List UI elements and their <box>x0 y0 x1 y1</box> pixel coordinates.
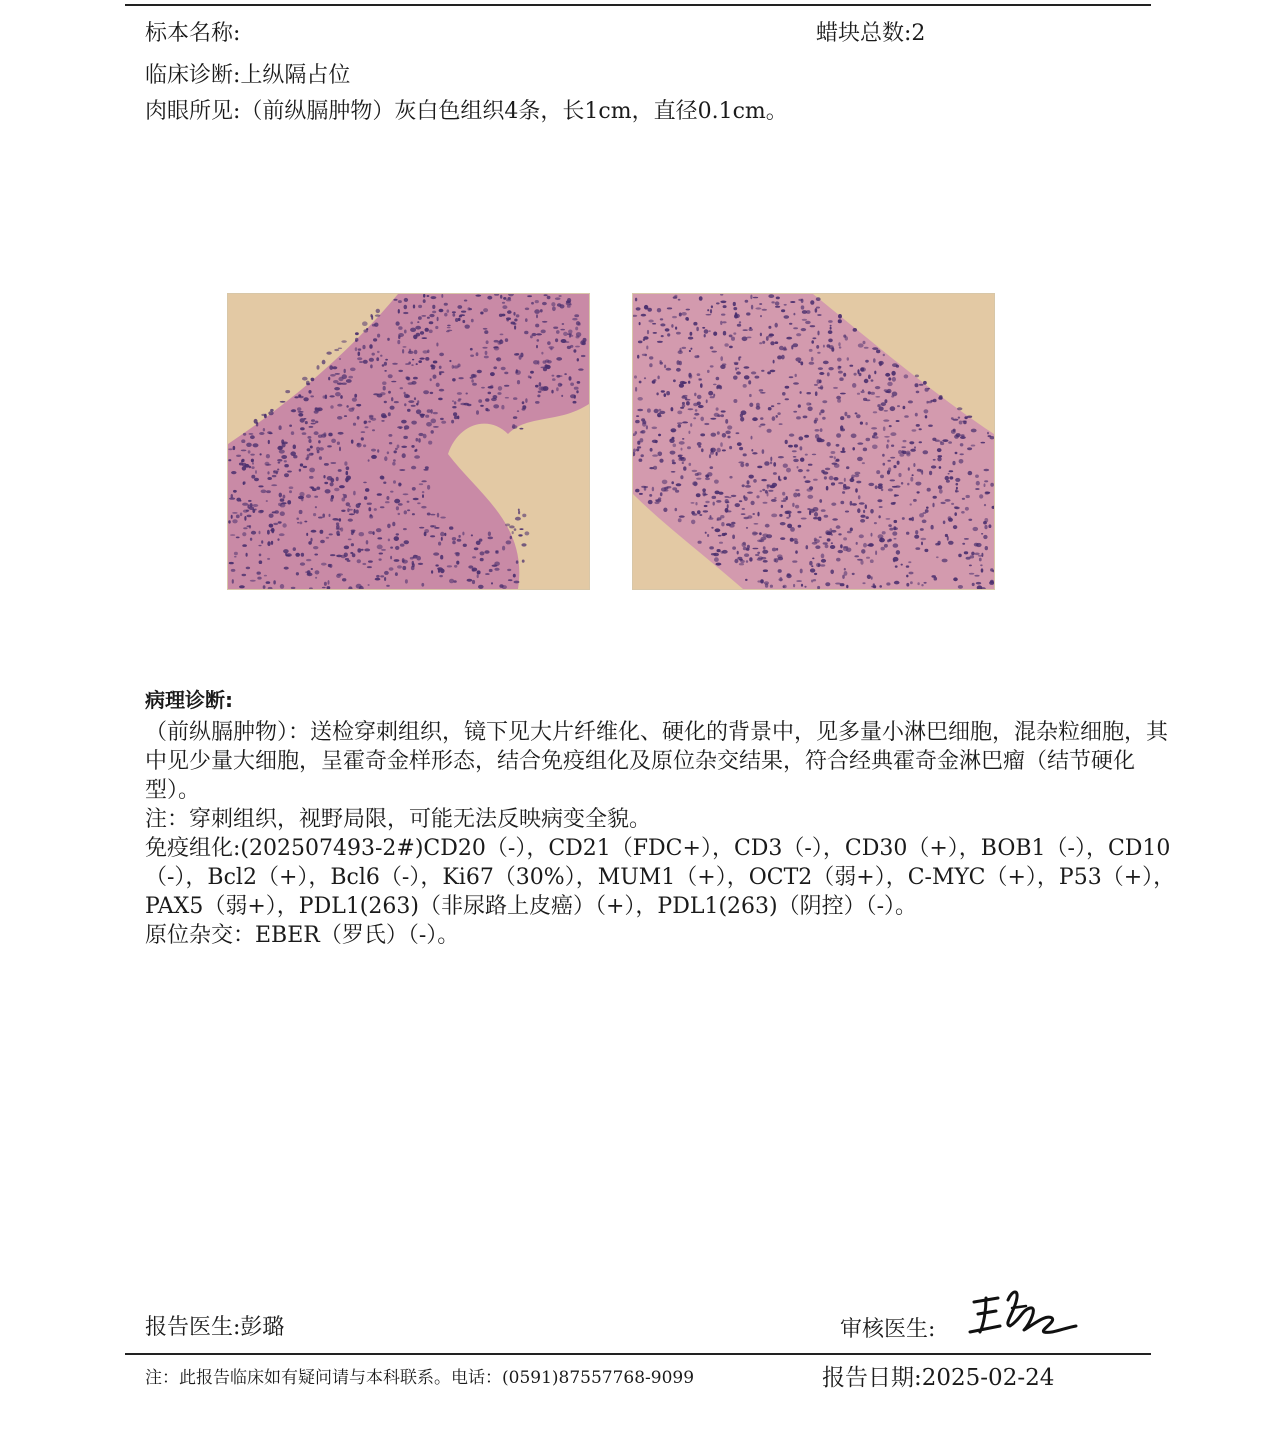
ish-results: 原位杂交：EBER（罗氏）（-）。 <box>145 923 460 948</box>
gross-findings-row <box>145 98 788 126</box>
pathology-paragraph: （前纵膈肿物）：送检穿刺组织，镜下见大片纤维化、硬化的背景中，见多量小淋巴细胞，混杂粒细胞，其中见少量大细胞，呈霍奇金样形态，结合免疫组化及原位杂交结果，符合经典霍奇金淋巴瘤（结节硬化型）。 <box>145 720 1169 803</box>
reporting-doctor-label: 报告医生: <box>145 1315 241 1340</box>
specimen-name-label: 标本名称: <box>145 21 241 46</box>
clinical-diagnosis-row <box>145 62 350 90</box>
reviewing-doctor-signature <box>960 1280 1080 1350</box>
report-date-value: 2025-02-24 <box>921 1365 1055 1391</box>
wax-block-count: 2 <box>911 21 926 46</box>
report-date-row <box>822 1364 1054 1392</box>
micrograph-right-image <box>633 294 994 589</box>
micrograph-left-image <box>228 294 589 589</box>
wax-block-label: 蜡块总数: <box>816 21 912 46</box>
reporting-doctor-name: 彭璐 <box>240 1315 285 1340</box>
pathology-note: 注：穿刺组织，视野局限，可能无法反映病变全貌。 <box>145 807 652 832</box>
clinical-diagnosis-label: 临床诊断: <box>145 63 241 88</box>
top-divider <box>125 4 1151 6</box>
micrograph-right <box>632 293 995 590</box>
bottom-divider <box>125 1353 1151 1355</box>
pathology-title: 病理诊断: <box>145 688 233 712</box>
report-date-label: 报告日期: <box>822 1365 922 1391</box>
reviewing-doctor-label: 审核医生: <box>840 1317 936 1342</box>
micrograph-left <box>227 293 590 590</box>
ihc-results: 免疫组化:(202507493-2#)CD20（-），CD21（FDC+），CD3（-），CD30（+），BOB1（-），CD10（-），Bcl2（+），Bcl6（-），Ki67（30%），MUM1（+），OCT2（弱+），C-MYC（+），P53（+），PAX5（弱+），PDL1(263)（非尿路上皮癌）（+），PDL1(263)（阴控）（-）。 <box>145 836 1176 919</box>
reporting-doctor-row <box>145 1314 284 1342</box>
clinical-diagnosis-value: 上纵隔占位 <box>240 63 351 88</box>
wax-block-total <box>816 20 925 48</box>
pathology-body <box>145 718 1185 950</box>
gross-label: 肉眼所见: <box>145 99 241 124</box>
footer-note: 注：此报告临床如有疑问请与本科联系。电话：(0591)87557768-9099 <box>145 1368 695 1388</box>
gross-value: （前纵膈肿物）灰白色组织4条，长1cm，直径0.1cm。 <box>240 99 788 124</box>
